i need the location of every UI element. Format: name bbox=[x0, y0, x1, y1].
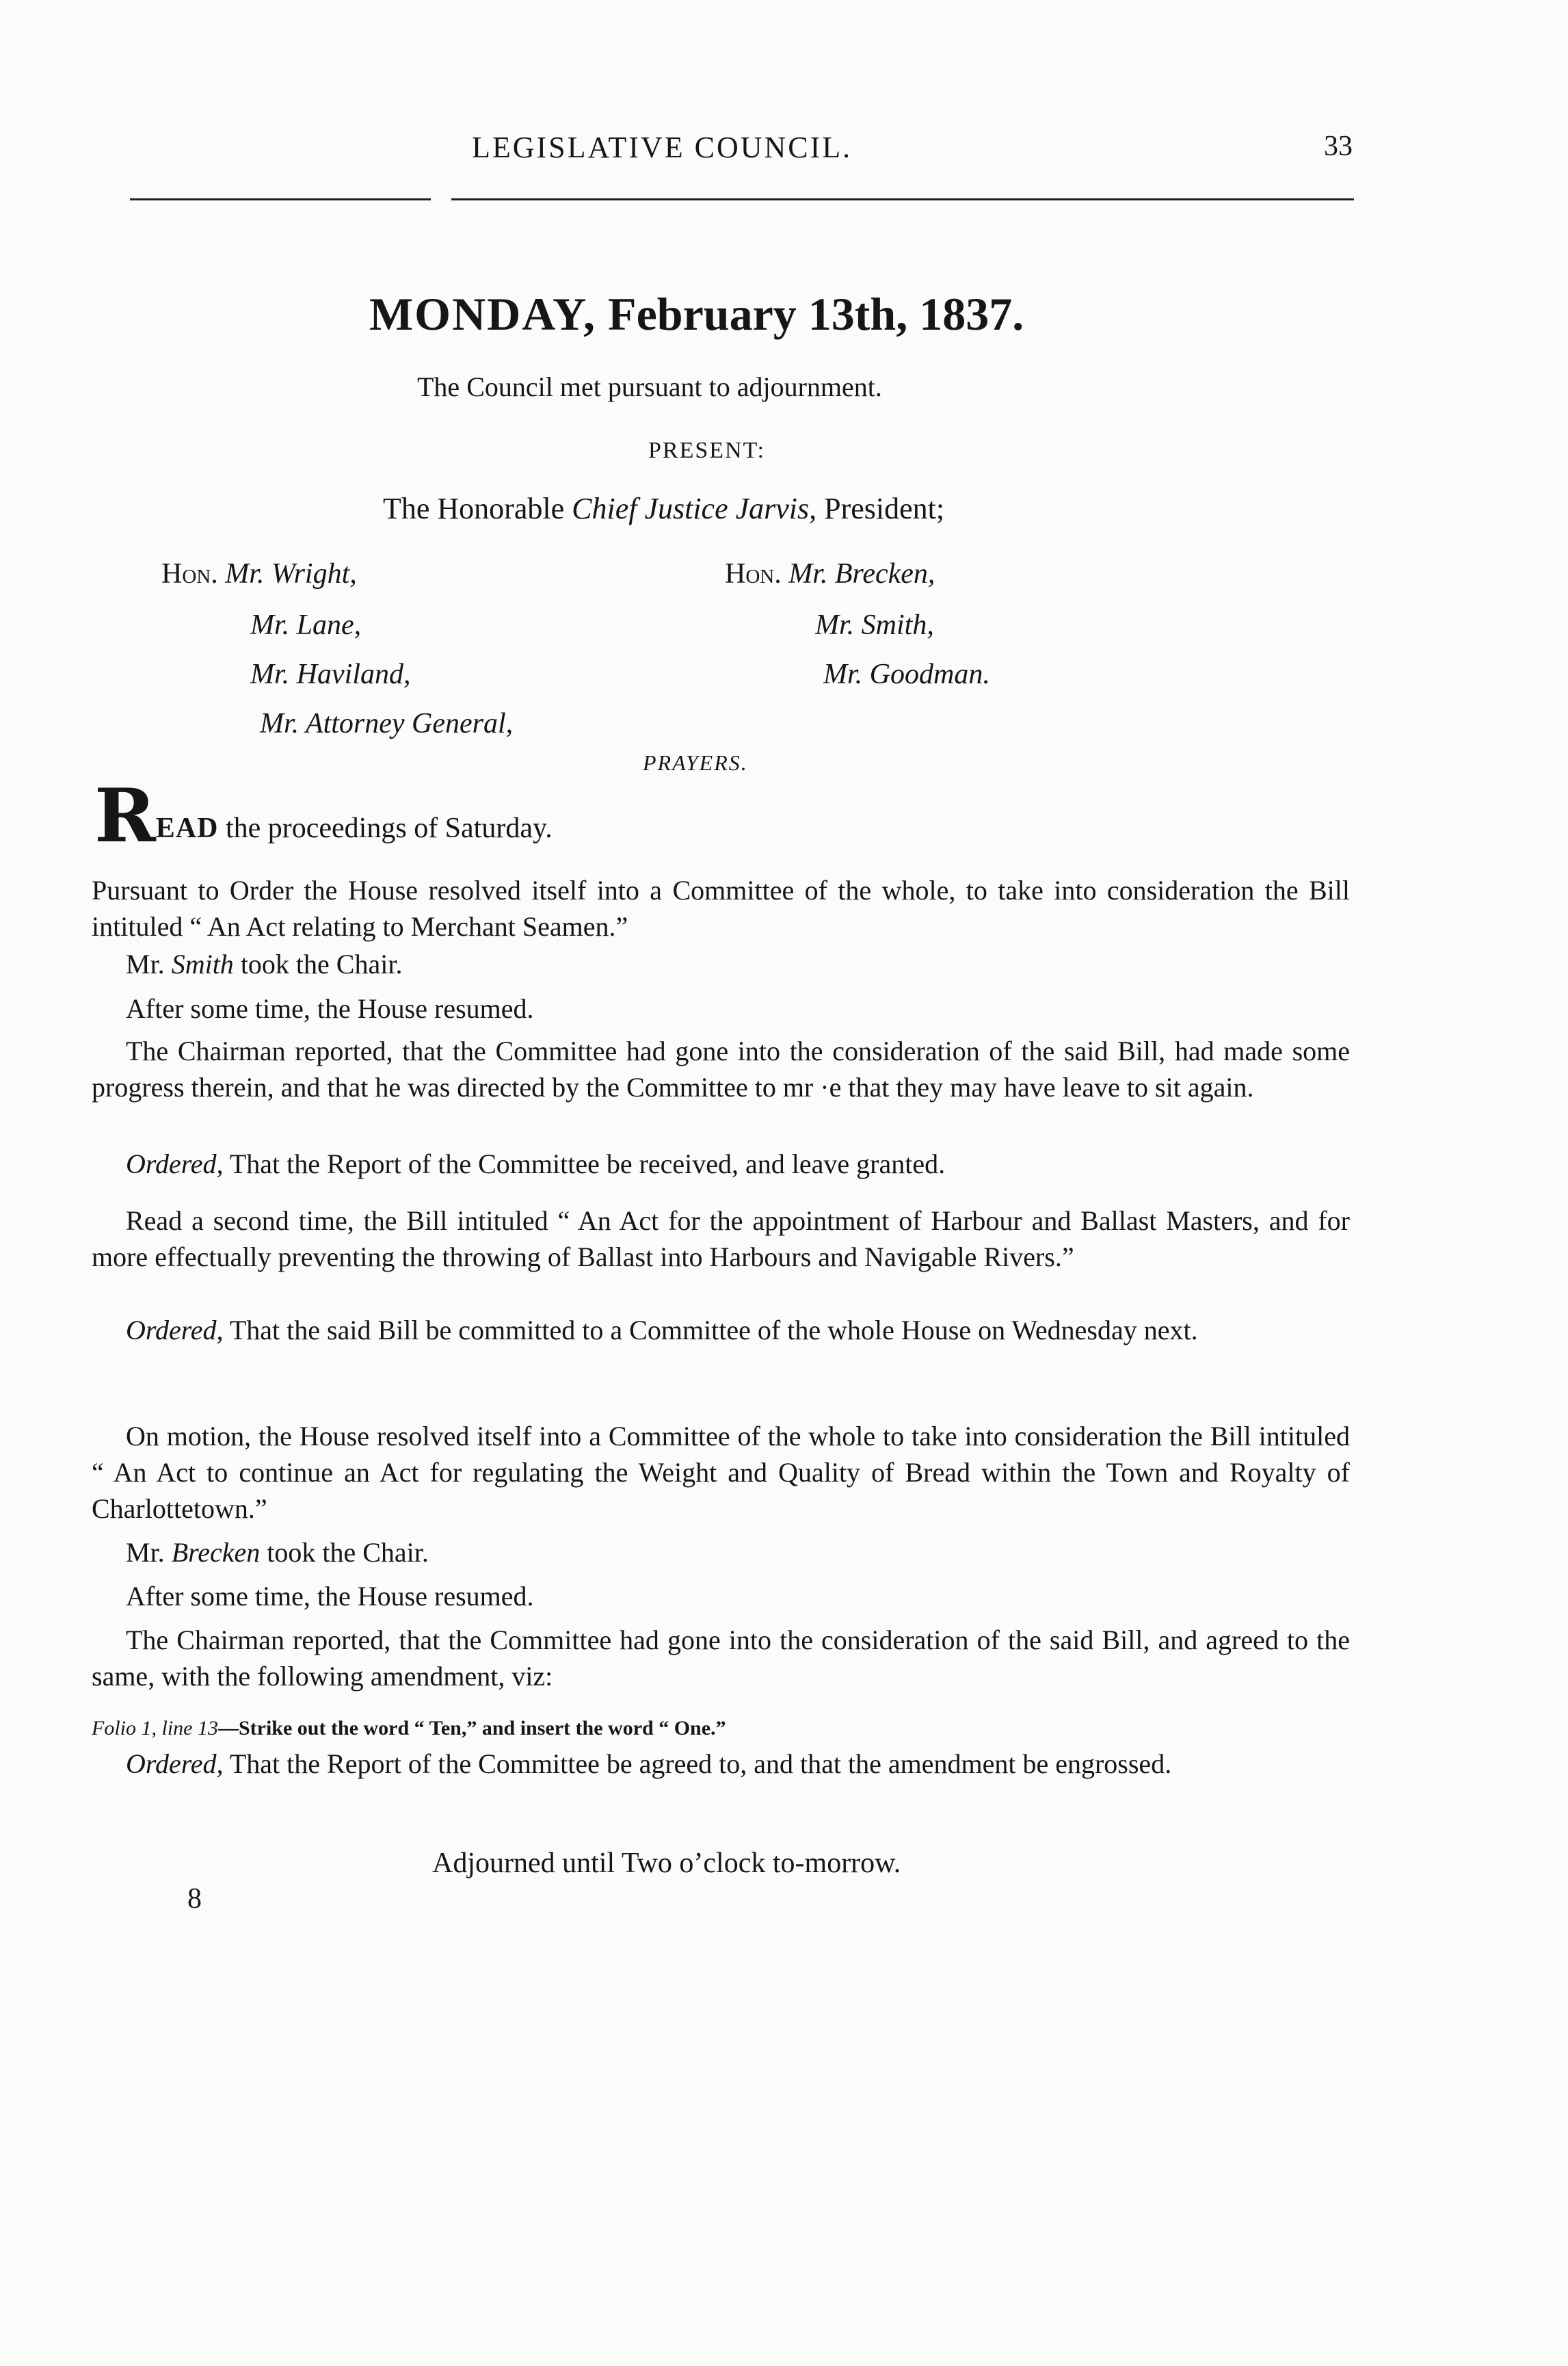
date-heading-date: February 13th, 1837. bbox=[608, 288, 1024, 340]
member-left-3: Mr. Haviland, bbox=[250, 659, 411, 690]
member-left-2: Mr. Lane, bbox=[250, 609, 362, 641]
running-head bbox=[0, 130, 1568, 171]
chair-name: Brecken bbox=[171, 1537, 261, 1568]
mr-prefix: Mr. bbox=[126, 1537, 165, 1568]
paragraph-committee-merchant-seamen: Pursuant to Order the House resolved itself into a Committee of the whole, to take into consideration the Bill intituled “ An Act relating to Merchant Seamen.” bbox=[92, 875, 1350, 942]
running-head-title: LEGISLATIVE COUNCIL. bbox=[472, 131, 853, 164]
ordered-lead: Ordered, bbox=[126, 1748, 224, 1779]
header-rule-left bbox=[130, 198, 431, 200]
president-suffix: President; bbox=[824, 492, 945, 525]
drop-cap: R bbox=[94, 773, 156, 859]
president-line bbox=[383, 491, 944, 526]
paragraph-smith-chair bbox=[126, 946, 1350, 982]
met-line: The Council met pursuant to adjournment. bbox=[417, 371, 882, 402]
ordered-text: That the Report of the Committee be agreed to, and that the amendment be engrossed. bbox=[229, 1748, 1172, 1779]
ordered-text: That the said Bill be committed to a Committee of the whole House on Wednesday next. bbox=[229, 1315, 1198, 1345]
member-left-1 bbox=[161, 557, 357, 590]
chair-name: Smith bbox=[171, 949, 234, 980]
present-label: PRESENT: bbox=[648, 438, 766, 463]
paragraph-ordered-agreed bbox=[92, 1746, 1350, 1782]
paragraph-chairman-report-2: The Chairman reported, that the Committee had gone into the consideration of the said Bill, and agreed to the same, with the following amendment, viz: bbox=[92, 1625, 1350, 1692]
ordered-text: That the Report of the Committee be received, and leave granted. bbox=[229, 1148, 946, 1179]
read-caps: EAD bbox=[155, 813, 219, 844]
read-proceedings-line bbox=[94, 773, 553, 859]
header-rule-right bbox=[451, 198, 1354, 200]
paragraph-chairman-report-1: The Chairman reported, that the Committee had gone into the consideration of the said Bill, had made some progress therein, and that he was directed by the Committee to mr ·e that they may have leave to sit again. bbox=[92, 1036, 1350, 1103]
ordered-lead: Ordered, bbox=[126, 1148, 224, 1179]
took-chair-text: took the Chair. bbox=[240, 949, 403, 980]
member-right-3: Mr. Goodman. bbox=[823, 659, 990, 690]
ordered-lead: Ordered, bbox=[126, 1315, 224, 1345]
paragraph-brecken-chair bbox=[126, 1534, 1350, 1570]
member-right-2: Mr. Smith, bbox=[815, 609, 934, 641]
hon-label-left: Hon. bbox=[161, 558, 218, 590]
paragraph-house-resumed-1: After some time, the House resumed. bbox=[126, 993, 534, 1024]
date-heading-day: MONDAY, bbox=[369, 288, 597, 340]
paragraph-amendment bbox=[92, 1710, 1350, 1746]
took-chair-text: took the Chair. bbox=[267, 1537, 429, 1568]
member-name: Mr. Brecken, bbox=[788, 558, 935, 590]
amendment-text: —Strike out the word “ Ten,” and insert the word “ One.” bbox=[217, 1717, 726, 1739]
hon-label-right: Hon. bbox=[725, 558, 782, 590]
folio-reference: Folio 1, line 13 bbox=[92, 1717, 218, 1739]
member-name: Mr. Wright, bbox=[225, 558, 357, 590]
member-right-1 bbox=[725, 557, 935, 590]
prayers-heading: PRAYERS. bbox=[643, 750, 748, 775]
page-number: 33 bbox=[1324, 131, 1353, 162]
read-rest-text: the proceedings of Saturday. bbox=[225, 813, 553, 844]
mr-prefix: Mr. bbox=[126, 949, 165, 980]
paragraph-ordered-received bbox=[126, 1146, 1350, 1182]
date-heading bbox=[369, 287, 1024, 341]
paragraph-house-resumed-2: After some time, the House resumed. bbox=[126, 1581, 534, 1612]
president-name: Chief Justice Jarvis, bbox=[572, 492, 817, 525]
president-prefix: The Honorable bbox=[383, 492, 565, 525]
signature-mark: 8 bbox=[187, 1883, 202, 1915]
paragraph-harbour-bill: Read a second time, the Bill intituled “ An Act for the appointment of Harbour and Ballast Masters, and for more effectually preventing the throwing of Ballast into Harbours and Navigable Rivers.” bbox=[92, 1205, 1350, 1272]
paragraph-bread-bill: On motion, the House resolved itself into a Committee of the whole to take into consideration the Bill intituled “ An Act to continue an Act for regulating the Weight and Quality of Bread within the Town and Royalty of Charlottetown.” bbox=[92, 1421, 1350, 1524]
member-left-4: Mr. Attorney General, bbox=[260, 708, 514, 739]
paragraph-ordered-committed bbox=[92, 1312, 1350, 1348]
adjourned-line: Adjourned until Two o’clock to-morrow. bbox=[432, 1848, 901, 1879]
